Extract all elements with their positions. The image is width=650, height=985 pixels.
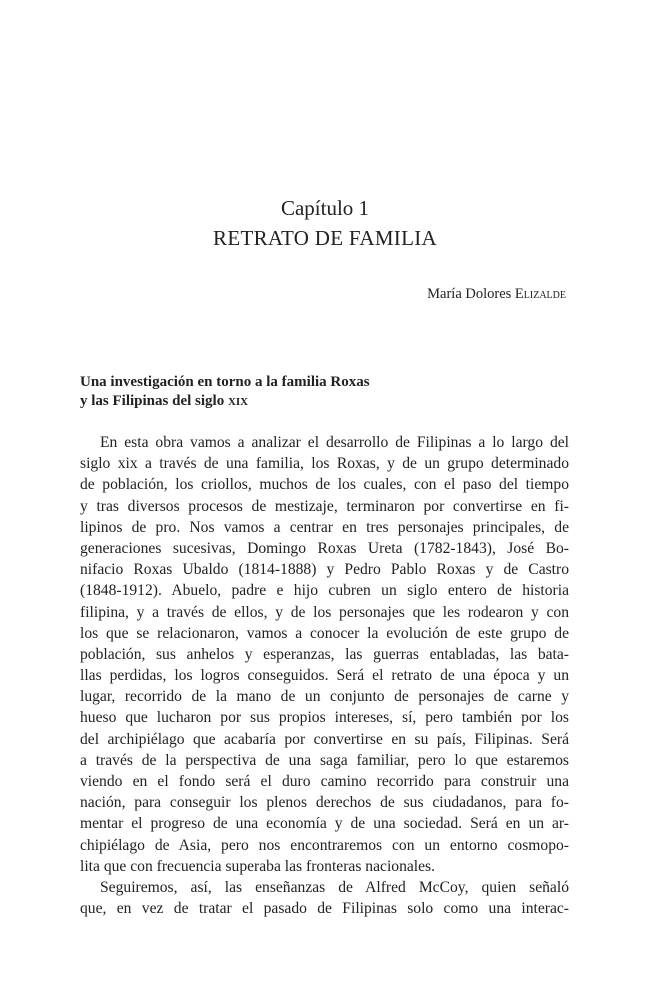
body-line: y tras diversos procesos de mestizaje, terminaron por convertirse en fi- — [80, 497, 569, 515]
body-line: En esta obra vamos a analizar el desarrollo de Filipinas a lo largo del — [100, 434, 569, 451]
body-line: viendo en el fondo será el duro camino recorrido para construir una — [80, 773, 569, 790]
section-heading-line-1: Una investigación en torno a la familia Roxas — [80, 374, 370, 390]
body-line: que, en vez de tratar el pasado de Filipinas solo como una interac- — [80, 900, 569, 918]
body-text — [80, 432, 569, 919]
body-line: a través de la perspectiva de una saga familiar, pero lo que estaremos — [80, 751, 569, 769]
body-line: lugar, recorrido de la mano de un conjunto de personajes de carne y — [80, 688, 569, 706]
section-heading-line-2 — [80, 392, 570, 411]
section-heading-line-2-text: y las Filipinas del siglo — [80, 393, 228, 409]
body-line: nifacio Roxas Ubaldo (1814-1888) y Pedro Pablo Roxas y de Castro — [80, 561, 569, 579]
body-line: los que se relacionaron, vamos a conocer la evolución de este grupo de — [80, 624, 569, 642]
body-line: lita que con frecuencia superaba las fronteras nacionales. — [80, 857, 436, 875]
author-name — [427, 285, 566, 303]
body-line: llas perdidas, los logros conseguidos. Será el retrato de una época y un — [80, 667, 569, 685]
chapter-number: Capítulo 1 — [280, 196, 370, 220]
body-line: hueso que lucharon por sus propios intereses, sí, pero también por los — [80, 709, 569, 727]
chapter-title: RETRATO DE FAMILIA — [213, 226, 437, 250]
body-line: siglo xix a través de una familia, los Roxas, y de un grupo determinado — [80, 455, 569, 473]
body-line: población, sus anhelos y esperanzas, las guerras entabladas, las bata- — [80, 645, 569, 663]
body-line: filipina, y a través de ellos, y de los personajes que les rodearon y con — [80, 603, 569, 621]
body-line: generaciones sucesivas, Domingo Roxas Ureta (1782-1843), José Bo- — [80, 539, 569, 557]
section-heading-century: xix — [227, 393, 249, 409]
body-line: mentar el progreso de una economía y de una sociedad. Será en un ar- — [80, 815, 569, 833]
body-line: (1848-1912). Abuelo, padre e hijo cubren un siglo entero de historia — [80, 582, 569, 600]
body-line: de población, los criollos, muchos de los cuales, con el paso del tiempo — [80, 476, 569, 494]
author-last-name: Elizalde — [514, 286, 566, 302]
author-first-name: María Dolores — [427, 286, 515, 302]
body-line: lipinos de pro. Nos vamos a centrar en tres personajes principales, de — [80, 518, 569, 536]
body-line: chipiélago de Asia, pero nos encontraremos con un entorno cosmopo- — [80, 836, 569, 854]
body-line: Seguiremos, así, las enseñanzas de Alfred McCoy, quien señaló — [100, 878, 569, 896]
body-line: nación, para conseguir los plenos derechos de sus ciudadanos, para fo- — [80, 794, 569, 812]
section-heading — [80, 373, 570, 411]
body-line: del archipiélago que acabaría por convertirse en su país, Filipinas. Será — [80, 730, 569, 748]
